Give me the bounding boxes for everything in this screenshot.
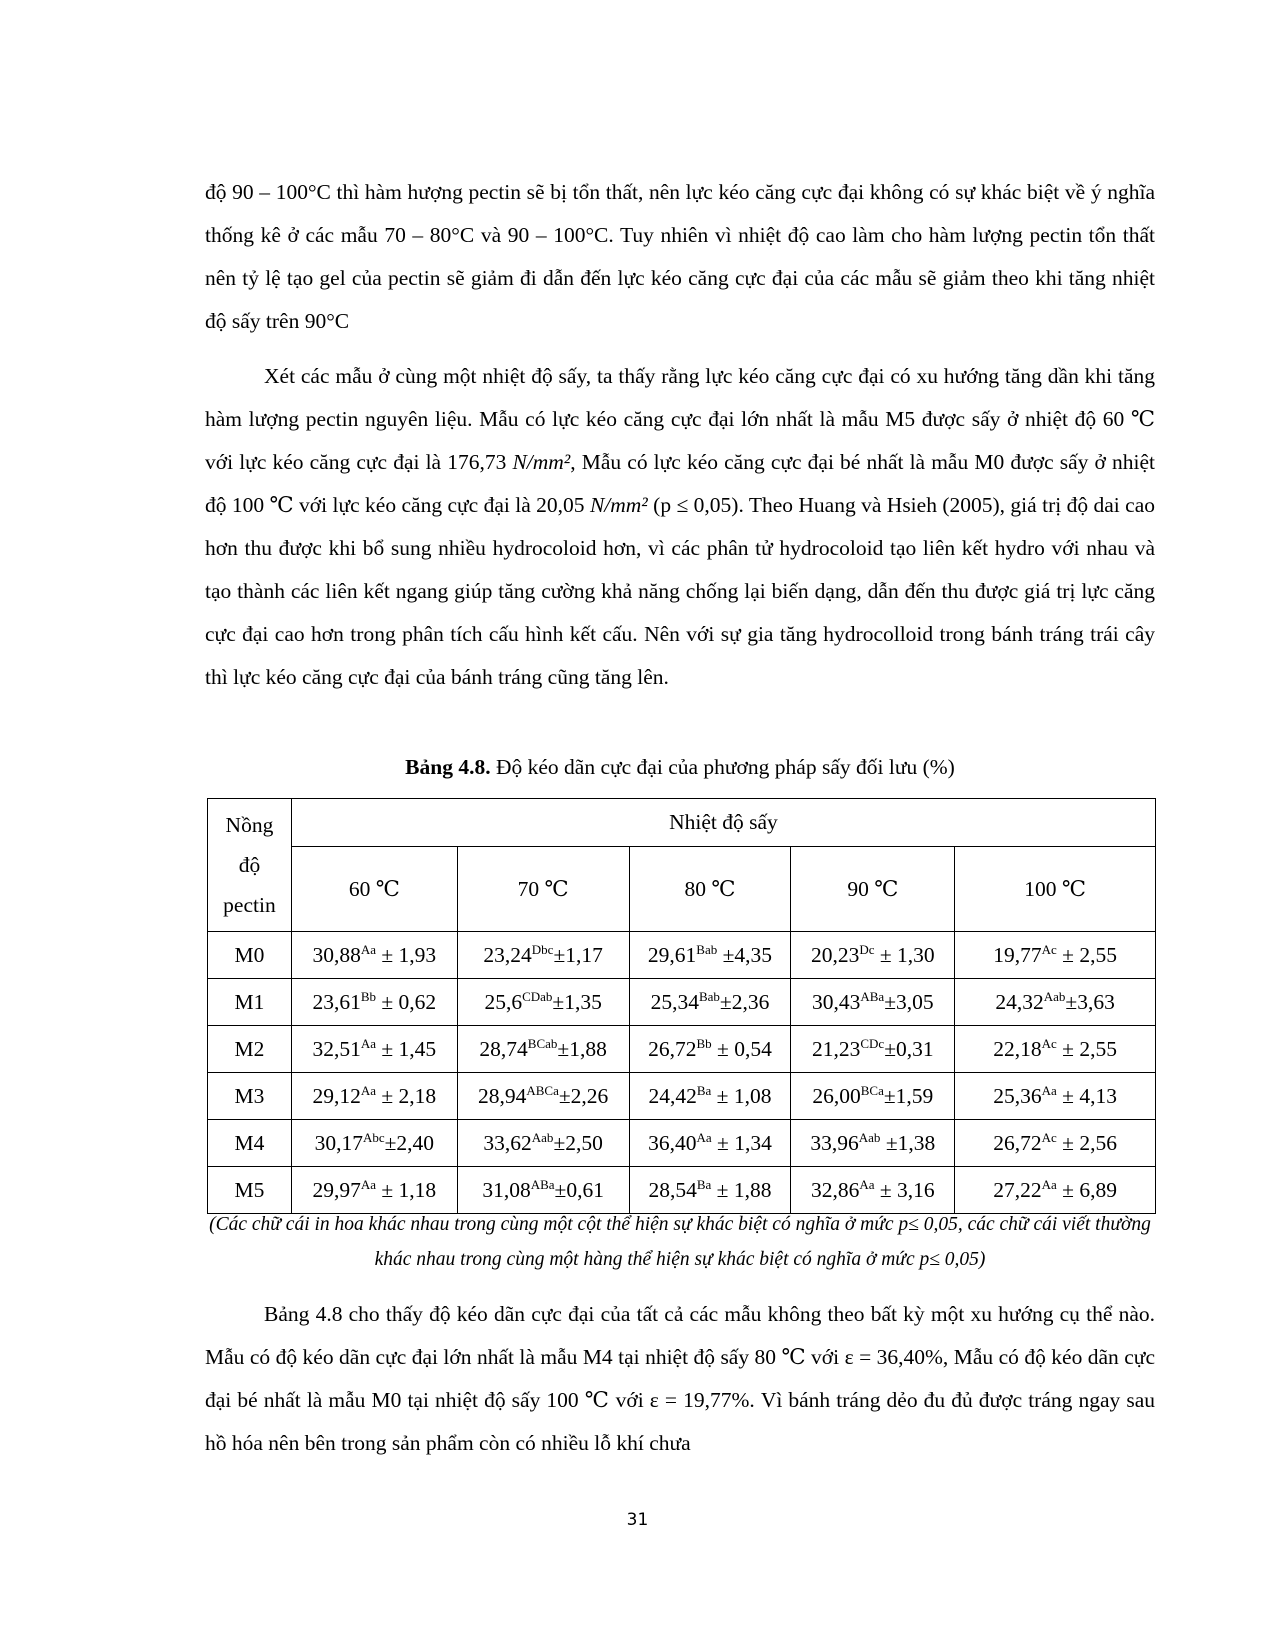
cell-error: ± 2,18 — [375, 1083, 437, 1108]
cell-error: ±2,40 — [384, 1130, 435, 1155]
table-cell — [791, 1073, 955, 1120]
cell-mean: 21,23 — [812, 1036, 861, 1061]
table-caption-text: Độ kéo dãn cực đại của phương pháp sấy đối lưu (%) — [490, 755, 955, 779]
group-header-cell: Nhiệt độ sấy — [291, 799, 1155, 847]
cell-mean: 31,08 — [482, 1177, 531, 1202]
cell-error: ± 1,88 — [711, 1177, 772, 1202]
sample-label: M5 — [208, 1167, 292, 1214]
cell-mean: 29,61 — [647, 942, 697, 967]
cell-significance-letters: Aab — [1043, 988, 1066, 1004]
cell-mean: 26,00 — [812, 1083, 861, 1108]
cell-significance-letters: CDc — [860, 1035, 885, 1051]
table-row — [208, 1026, 1156, 1073]
cell-significance-letters: Abc — [362, 1129, 385, 1145]
cell-error: ±2,26 — [558, 1083, 609, 1108]
elongation-table — [207, 798, 1156, 1214]
cell-significance-letters: Ac — [1041, 1129, 1057, 1145]
cell-significance-letters: Bab — [696, 941, 718, 957]
cell-significance-letters: Dc — [859, 941, 875, 957]
table-cell — [457, 932, 629, 979]
cell-mean: 27,22 — [993, 1177, 1042, 1202]
table-cell — [457, 979, 629, 1026]
table-cell — [629, 1073, 791, 1120]
column-header: 70 ℃ — [457, 847, 629, 932]
cell-error: ±2,50 — [553, 1130, 603, 1155]
paragraph-3: Bảng 4.8 cho thấy độ kéo dãn cực đại của tất cả các mẫu không theo bất kỳ một xu hướng cụ thể nào. Mẫu có độ kéo dãn cực đại lớn nhất là mẫu M4 tại nhiệt độ sấy 80 ℃ với ε = 36,40%, Mẫu có độ kéo dãn cực đại bé nhất là mẫu M0 tại nhiệt độ sấy 100 ℃ với ε = 19,77%. Vì bánh tráng dẻo đu đủ được tráng ngay sau hồ hóa nên bên trong sản phẩm còn có nhiều lỗ khí chưa — [205, 1302, 1155, 1455]
cell-significance-letters: Aa — [1041, 1176, 1057, 1192]
cell-error: ±3,05 — [884, 989, 934, 1014]
row-header-line: độ — [238, 853, 261, 877]
cell-significance-letters: Ba — [696, 1176, 712, 1192]
cell-significance-letters: Aa — [1041, 1082, 1057, 1098]
cell-error: ±1,17 — [553, 942, 603, 967]
cell-significance-letters: Dbc — [531, 941, 554, 957]
cell-mean: 23,61 — [312, 989, 361, 1014]
cell-error: ± 1,30 — [874, 942, 935, 967]
cell-error: ± 6,89 — [1056, 1177, 1117, 1202]
cell-significance-letters: Aa — [360, 1035, 376, 1051]
cell-error: ±1,35 — [552, 989, 602, 1014]
cell-significance-letters: Aa — [859, 1176, 875, 1192]
table-cell — [291, 979, 457, 1026]
page-number: 31 — [626, 1510, 649, 1530]
paragraph-2-part-2: , Mẫu có lực kéo căng cực đại bé nhất là mẫu M0 được sấy ở nhiệt độ 100 ℃ với lực kéo căng cực đại là 20,05 — [205, 450, 1155, 517]
cell-error: ± 0,62 — [375, 989, 437, 1014]
cell-error: ± 1,08 — [711, 1083, 772, 1108]
paragraph-2-part-3: (p ≤ 0,05). Theo Huang và Hsieh (2005), giá trị độ dai cao hơn thu được khi bổ sung nhiều hydrocoloid hơn, vì các phân tử hydrocoloid tạo liên kết hydro với nhau và tạo thành các liên kết ngang giúp tăng cường khả năng chống lại biến dạng, dẫn đến thu được giá trị lực căng cực đại cao hơn trong phân tích cấu hình kết cấu. Nên với sự gia tăng hydrocolloid trong bánh tráng trái cây thì lực kéo căng cực đại của bánh tráng cũng tăng lên. — [205, 493, 1155, 689]
cell-significance-letters: BCa — [860, 1082, 884, 1098]
table-cell — [629, 1026, 791, 1073]
cell-significance-letters: Aa — [360, 1176, 376, 1192]
cell-error: ± 1,18 — [375, 1177, 437, 1202]
sample-label: M3 — [208, 1073, 292, 1120]
cell-significance-letters: CDab — [522, 988, 553, 1004]
table-header-row — [208, 799, 1156, 847]
cell-mean: 32,51 — [312, 1036, 361, 1061]
table-footnote: (Các chữ cái in hoa khác nhau trong cùng một cột thể hiện sự khác biệt có nghĩa ở mức p≤ 0,05, các chữ cái viết thường khác nhau trong cùng một hàng thể hiện sự khác biệt có nghĩa ở mức p≤ 0,05) — [209, 1214, 1151, 1270]
table-row — [208, 1073, 1156, 1120]
table-cell — [791, 979, 955, 1026]
table-cell — [955, 1120, 1156, 1167]
cell-mean: 29,97 — [312, 1177, 361, 1202]
table-cell — [791, 1026, 955, 1073]
cell-significance-letters: Bab — [698, 988, 720, 1004]
cell-error: ±2,36 — [719, 989, 770, 1014]
cell-mean: 29,12 — [312, 1083, 361, 1108]
table-cell — [291, 1026, 457, 1073]
table-caption — [205, 752, 1155, 782]
column-header: 60 ℃ — [291, 847, 457, 932]
cell-error: ±1,59 — [883, 1083, 934, 1108]
cell-significance-letters: Aa — [360, 1082, 376, 1098]
table-cell — [955, 979, 1156, 1026]
table-cell — [457, 1073, 629, 1120]
cell-significance-letters: Bb — [360, 988, 376, 1004]
unit-n-per-mm2: N/mm² — [589, 493, 648, 517]
cell-significance-letters: ABa — [530, 1176, 555, 1192]
cell-significance-letters: Ac — [1041, 941, 1057, 957]
cell-mean: 25,6 — [484, 989, 523, 1014]
cell-mean: 25,36 — [993, 1083, 1042, 1108]
cell-mean: 28,54 — [648, 1177, 697, 1202]
cell-mean: 33,62 — [483, 1130, 532, 1155]
sample-label: M1 — [208, 979, 292, 1026]
cell-significance-letters: Ba — [696, 1082, 712, 1098]
column-header: 100 ℃ — [955, 847, 1156, 932]
cell-mean: 19,77 — [993, 942, 1042, 967]
cell-mean: 22,18 — [993, 1036, 1042, 1061]
table-row — [208, 932, 1156, 979]
cell-mean: 36,40 — [648, 1130, 697, 1155]
cell-significance-letters: ABa — [860, 988, 885, 1004]
table-row — [208, 979, 1156, 1026]
table-cell — [955, 932, 1156, 979]
sample-label: M2 — [208, 1026, 292, 1073]
row-header-cell — [208, 799, 292, 932]
column-header: 90 ℃ — [791, 847, 955, 932]
cell-significance-letters: ABCa — [526, 1082, 559, 1098]
table-cell — [291, 1120, 457, 1167]
table-cell — [457, 1120, 629, 1167]
cell-error: ± 4,13 — [1056, 1083, 1117, 1108]
cell-mean: 24,32 — [995, 989, 1044, 1014]
cell-mean: 30,88 — [312, 942, 361, 967]
table-caption-label: Bảng 4.8. — [405, 755, 491, 779]
cell-mean: 28,94 — [477, 1083, 527, 1108]
cell-mean: 20,23 — [810, 942, 860, 967]
sample-label: M4 — [208, 1120, 292, 1167]
table-cell — [629, 932, 791, 979]
row-header-line: Nồng — [225, 813, 274, 837]
cell-error: ± 2,55 — [1056, 942, 1117, 967]
table-cell — [791, 932, 955, 979]
cell-error: ± 0,54 — [711, 1036, 772, 1061]
table-cell — [629, 979, 791, 1026]
cell-error: ± 2,56 — [1056, 1130, 1117, 1155]
cell-significance-letters: Aab — [858, 1129, 881, 1145]
table-cell — [955, 1026, 1156, 1073]
cell-significance-letters: BCab — [527, 1035, 558, 1051]
cell-significance-letters: Aa — [696, 1129, 712, 1145]
cell-mean: 24,42 — [648, 1083, 697, 1108]
paragraph-1: độ 90 – 100°C thì hàm hượng pectin sẽ bị tổn thất, nên lực kéo căng cực đại không có sự khác biệt về ý nghĩa thống kê ở các mẫu 70 – 80°C và 90 – 100°C. Tuy nhiên vì nhiệt độ cao làm cho hàm lượng pectin tổn thất nên tỷ lệ tạo gel của pectin sẽ giảm đi dẫn đến lực kéo căng cực đại của các mẫu sẽ giảm theo khi tăng nhiệt độ sấy trên 90°C — [205, 180, 1155, 333]
cell-mean: 28,74 — [479, 1036, 528, 1061]
cell-significance-letters: Bb — [696, 1035, 712, 1051]
cell-error: ± 3,16 — [874, 1177, 935, 1202]
unit-n-per-mm2: N/mm² — [512, 450, 571, 474]
cell-significance-letters: Aab — [531, 1129, 554, 1145]
cell-mean: 23,24 — [483, 942, 532, 967]
cell-mean: 26,72 — [648, 1036, 697, 1061]
cell-error: ±1,38 — [880, 1130, 936, 1155]
cell-error: ±1,88 — [557, 1036, 607, 1061]
table-cell — [291, 932, 457, 979]
cell-error: ±4,35 — [717, 942, 773, 967]
cell-error: ±0,61 — [554, 1177, 604, 1202]
cell-error: ±3,63 — [1065, 989, 1115, 1014]
table-cell — [457, 1026, 629, 1073]
column-header: 80 ℃ — [629, 847, 791, 932]
cell-error: ±0,31 — [884, 1036, 934, 1061]
sample-label: M0 — [208, 932, 292, 979]
cell-significance-letters: Ac — [1041, 1035, 1057, 1051]
table-cell — [955, 1073, 1156, 1120]
paragraph-2 — [205, 355, 1155, 699]
table-cell — [291, 1073, 457, 1120]
cell-error: ± 2,55 — [1056, 1036, 1117, 1061]
table-cell — [629, 1120, 791, 1167]
cell-error: ± 1,34 — [711, 1130, 772, 1155]
cell-significance-letters: Aa — [360, 941, 376, 957]
table-cell — [791, 1120, 955, 1167]
cell-mean: 30,17 — [314, 1130, 363, 1155]
table-row — [208, 1120, 1156, 1167]
cell-mean: 30,43 — [812, 989, 861, 1014]
cell-mean: 33,96 — [810, 1130, 859, 1155]
cell-error: ± 1,45 — [375, 1036, 437, 1061]
cell-mean: 32,86 — [810, 1177, 860, 1202]
table-temperature-row — [208, 847, 1156, 932]
row-header-line: pectin — [223, 893, 276, 917]
cell-error: ± 1,93 — [375, 942, 437, 967]
paragraph-2-part-1: Xét các mẫu ở cùng một nhiệt độ sấy, ta thấy rằng lực kéo căng cực đại có xu hướng tăng dần khi tăng hàm lượng pectin nguyên liệu. Mẫu có lực kéo căng cực đại lớn nhất là mẫu M5 được sấy ở nhiệt độ 60 ℃ với lực kéo căng cực đại là 176,73 — [205, 364, 1155, 474]
cell-mean: 25,34 — [650, 989, 699, 1014]
cell-mean: 26,72 — [993, 1130, 1042, 1155]
